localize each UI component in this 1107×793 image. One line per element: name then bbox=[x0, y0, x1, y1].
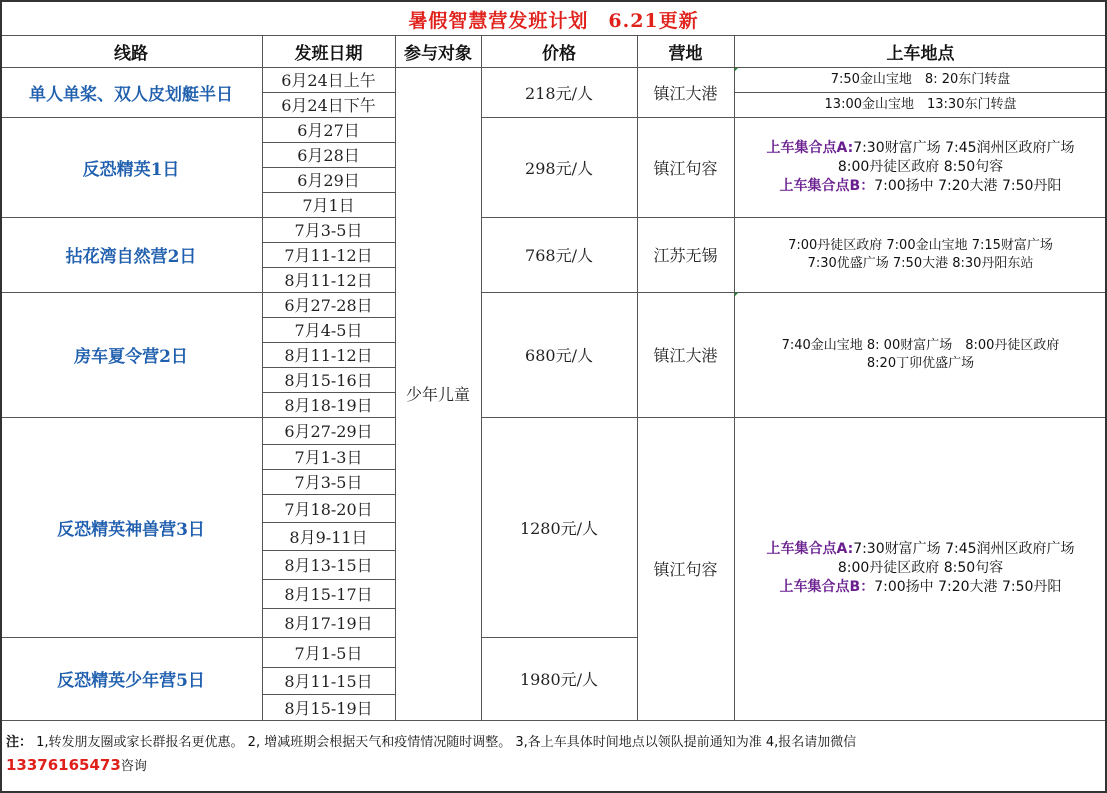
grid-line bbox=[0, 720, 1107, 721]
pickup-line bbox=[766, 540, 1074, 559]
grid-line bbox=[262, 242, 395, 243]
pickup-cell bbox=[734, 92, 1107, 117]
pickup-line bbox=[780, 177, 1062, 196]
grid-line bbox=[262, 267, 395, 268]
footer-note bbox=[6, 732, 1096, 778]
pickup-line: 7:00丹徒区政府 7:00金山宝地 7:15财富广场 bbox=[788, 237, 1053, 253]
grid-line bbox=[262, 444, 395, 445]
pickup-a-text: 7:30财富广场 7:45润州区政府广场 bbox=[853, 541, 1075, 557]
price-cell: 768元/人 bbox=[525, 246, 593, 265]
date-cell: 8月17-19日 bbox=[284, 614, 373, 633]
grid-line bbox=[0, 0, 2, 793]
grid-line bbox=[262, 469, 395, 470]
date-cell: 7月1日 bbox=[302, 196, 355, 215]
date-cell: 6月28日 bbox=[297, 146, 360, 165]
pickup-cell bbox=[734, 67, 1107, 92]
note-text: 1,转发朋友圈或家长群报名更优惠。 2, 增减班期会根据天气和疫情情况随时调整。 3,各上车具体时间地点以领队提前通知为准 4,报名请加微信 bbox=[32, 735, 857, 750]
route-name: 房车夏令营2日 bbox=[74, 347, 188, 367]
grid-line bbox=[262, 192, 395, 193]
pickup-line bbox=[780, 578, 1062, 597]
grid-line bbox=[262, 550, 395, 551]
grid-line bbox=[0, 637, 395, 638]
pickup-a-label: 上车集合点A: bbox=[766, 139, 854, 156]
header-price: 价格 bbox=[542, 43, 576, 64]
pickup-line: 13:00金山宝地 13:30东门转盘 bbox=[824, 96, 1017, 112]
pickup-line: 8:00丹徒区政府 8:50句容 bbox=[837, 158, 1004, 175]
date-cell: 6月24日下午 bbox=[281, 96, 376, 115]
date-cell: 7月11-12日 bbox=[284, 246, 373, 265]
grid-line bbox=[0, 35, 1107, 36]
pickup-a-text: 7:30财富广场 7:45润州区政府广场 bbox=[853, 139, 1075, 156]
date-cell: 8月15-16日 bbox=[284, 371, 373, 390]
grid-line bbox=[0, 0, 1107, 2]
date-cell: 8月15-19日 bbox=[284, 698, 373, 718]
date-cell: 7月1-5日 bbox=[294, 643, 363, 663]
route-name: 拈花湾自然营2日 bbox=[65, 247, 197, 267]
date-cell: 6月27日 bbox=[297, 121, 360, 140]
grid-line bbox=[481, 117, 1107, 118]
page-title: 暑假智慧营发班计划 6.21更新 bbox=[408, 9, 699, 32]
price-cell: 1280元/人 bbox=[519, 518, 599, 538]
contact-phone[interactable]: 13376165473 bbox=[6, 756, 121, 774]
pickup-line: 7:50金山宝地 8: 20东门转盘 bbox=[830, 71, 1011, 87]
price-cell: 218元/人 bbox=[525, 83, 593, 103]
date-cell: 8月11-15日 bbox=[284, 672, 373, 691]
price-cell: 680元/人 bbox=[525, 346, 593, 365]
grid-line bbox=[262, 608, 395, 609]
pickup-line: 8:00丹徒区政府 8:50句容 bbox=[837, 560, 1004, 576]
grid-line bbox=[262, 522, 395, 523]
pickup-cell bbox=[734, 217, 1107, 292]
grid-line bbox=[262, 494, 395, 495]
grid-line bbox=[262, 92, 395, 93]
pickup-cell bbox=[734, 117, 1107, 217]
audience-cell: 少年儿童 bbox=[405, 385, 470, 404]
header-route: 线路 bbox=[114, 43, 148, 64]
pickup-line: 7:30优盛广场 7:50大港 8:30丹阳东站 bbox=[807, 255, 1034, 271]
grid-line bbox=[481, 217, 1107, 218]
grid-line bbox=[481, 637, 637, 638]
grid-line bbox=[395, 35, 396, 720]
route-name: 单人单桨、双人皮划艇半日 bbox=[29, 84, 233, 105]
grid-line bbox=[262, 392, 395, 393]
route-name: 反恐精英1日 bbox=[82, 159, 180, 180]
date-cell: 8月11-12日 bbox=[284, 346, 373, 365]
pickup-cell bbox=[734, 292, 1107, 417]
header-date: 发班日期 bbox=[294, 43, 363, 64]
grid-line bbox=[262, 667, 395, 668]
date-cell: 6月27-28日 bbox=[284, 296, 373, 315]
note-suffix: 咨询 bbox=[120, 759, 147, 774]
camp-cell: 镇江句容 bbox=[653, 560, 718, 579]
grid-line bbox=[262, 694, 395, 695]
grid-line bbox=[0, 117, 395, 118]
pickup-line: 8:20丁卯优盛广场 bbox=[866, 355, 975, 371]
grid-line bbox=[262, 142, 395, 143]
date-cell: 8月13-15日 bbox=[284, 556, 373, 575]
grid-line bbox=[262, 35, 263, 720]
grid-line bbox=[637, 35, 638, 720]
pickup-cell bbox=[734, 417, 1107, 720]
pickup-b-text: 7:00扬中 7:20大港 7:50丹阳 bbox=[874, 579, 1062, 595]
date-cell: 8月18-19日 bbox=[284, 396, 373, 415]
grid-line bbox=[481, 417, 1107, 418]
date-cell: 7月3-5日 bbox=[294, 473, 363, 492]
header-camp: 营地 bbox=[668, 43, 703, 64]
pickup-line: 7:40金山宝地 8: 00财富广场 8:00丹徒区政府 bbox=[781, 337, 1060, 353]
pickup-b-label: 上车集合点B： bbox=[779, 177, 875, 194]
camp-cell: 镇江大港 bbox=[653, 83, 718, 103]
grid-line bbox=[262, 367, 395, 368]
grid-line bbox=[0, 417, 395, 418]
grid-line bbox=[262, 317, 395, 318]
date-cell: 6月27-29日 bbox=[284, 422, 373, 441]
price-cell: 1980元/人 bbox=[519, 670, 599, 689]
date-cell: 7月4-5日 bbox=[294, 321, 363, 340]
date-cell: 7月1-3日 bbox=[294, 448, 363, 467]
price-cell: 298元/人 bbox=[525, 158, 593, 178]
date-cell: 7月18-20日 bbox=[284, 499, 373, 519]
camp-cell: 镇江句容 bbox=[653, 158, 718, 178]
grid-line bbox=[734, 92, 1107, 93]
route-name: 反恐精英少年营5日 bbox=[57, 671, 205, 691]
header-audience: 参与对象 bbox=[404, 43, 472, 64]
grid-line bbox=[0, 217, 395, 218]
grid-line bbox=[262, 579, 395, 580]
camp-cell: 镇江大港 bbox=[653, 346, 718, 365]
grid-line bbox=[0, 292, 395, 293]
pickup-line bbox=[766, 139, 1074, 158]
grid-line bbox=[481, 292, 1107, 293]
pickup-b-text: 7:00扬中 7:20大港 7:50丹阳 bbox=[874, 177, 1062, 194]
pickup-a-label: 上车集合点A: bbox=[766, 541, 854, 557]
date-cell: 7月3-5日 bbox=[294, 221, 363, 240]
header-pickup: 上车地点 bbox=[886, 43, 955, 64]
grid-line bbox=[734, 35, 735, 720]
date-cell: 6月29日 bbox=[297, 171, 360, 190]
date-cell: 8月15-17日 bbox=[284, 585, 373, 604]
date-cell: 6月24日上午 bbox=[281, 71, 376, 90]
route-name: 反恐精英神兽营3日 bbox=[57, 519, 205, 540]
grid-line bbox=[481, 35, 482, 720]
date-cell: 8月11-12日 bbox=[284, 271, 373, 290]
note-label: 注： bbox=[6, 735, 33, 750]
date-cell: 8月9-11日 bbox=[289, 527, 368, 547]
grid-line bbox=[262, 167, 395, 168]
pickup-b-label: 上车集合点B： bbox=[779, 579, 875, 595]
camp-cell: 江苏无锡 bbox=[653, 246, 718, 265]
grid-line bbox=[262, 342, 395, 343]
grid-line bbox=[0, 67, 1107, 68]
